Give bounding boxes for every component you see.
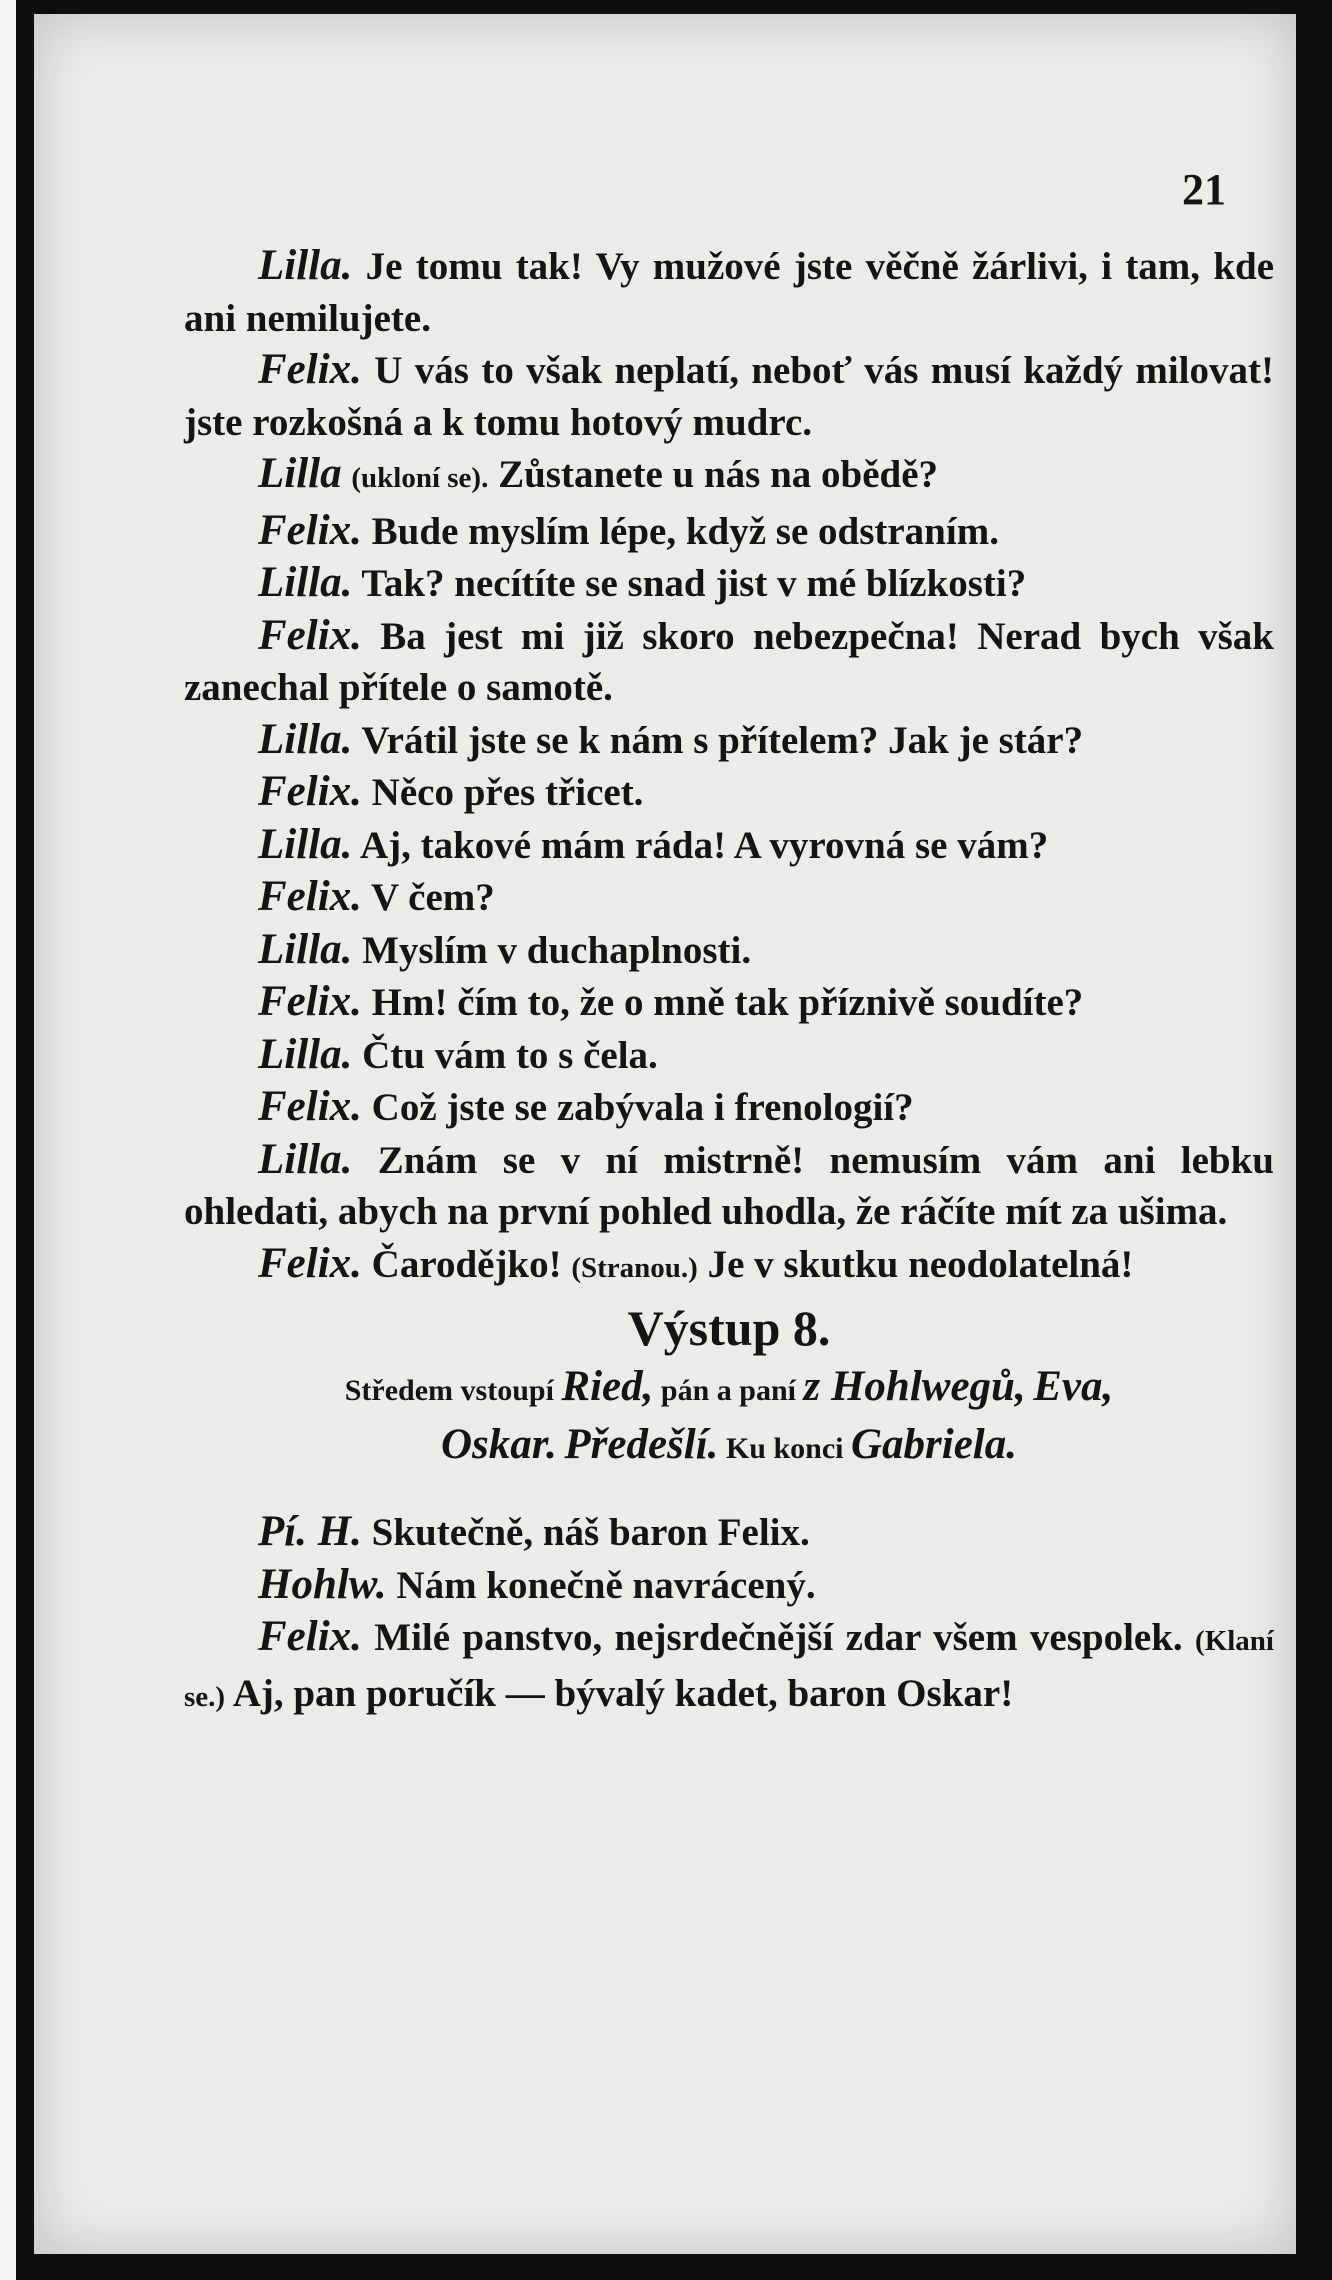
speaker-name: Lilla. xyxy=(258,559,353,606)
speaker-name: Felix. xyxy=(258,768,362,815)
stage-note: (Stranou.) xyxy=(571,1251,698,1284)
speaker-name: Lilla. xyxy=(258,1030,353,1078)
dialogue-paragraph xyxy=(184,1611,1274,1723)
dialogue-text: Což jste se zabývala i frenologií? xyxy=(371,1086,914,1129)
dialogue-text: Zůstanete u nás na obědě? xyxy=(498,453,939,496)
dialogue-paragraph xyxy=(184,240,1274,344)
speaker-name: Felix. xyxy=(258,873,362,920)
speaker-name: Felix. xyxy=(258,1613,362,1660)
speaker-name: Hohlw. xyxy=(258,1560,387,1608)
dialogue-paragraph xyxy=(184,557,1274,610)
character-name: z Hohlwegů, xyxy=(803,1363,1026,1410)
dialogue-paragraph xyxy=(184,766,1274,819)
speaker-name: Felix. xyxy=(258,346,362,393)
speaker-name: Felix. xyxy=(258,611,362,659)
dialogue-text: Bude myslím lépe, když se odstraním. xyxy=(371,509,999,553)
dialogue-paragraph xyxy=(184,505,1274,558)
dialogue-text: Aj, takové mám ráda! A vyrovná se vám? xyxy=(359,823,1049,867)
character-name: Eva, xyxy=(1033,1363,1114,1410)
character-name: Ried, xyxy=(561,1363,654,1410)
character-name: Předešlí. xyxy=(564,1421,719,1468)
dialogue-paragraph xyxy=(184,1238,1274,1295)
dialogue-paragraph xyxy=(184,1134,1274,1238)
speaker-name: Lilla. xyxy=(258,1135,353,1183)
dialogue-text: Znám se v ní mistrně! nemusím vám ani lebku ohledati, abych na první pohled uhodla, že ráčíte mít za ušima. xyxy=(184,1138,1274,1233)
speaker-name: Lilla. xyxy=(258,925,353,973)
dialogue-paragraph xyxy=(184,610,1274,714)
speaker-name: Lilla. xyxy=(258,820,353,868)
dialogue-block-b xyxy=(184,1506,1274,1723)
dialogue-paragraph xyxy=(184,714,1274,767)
dialogue-text: Ba jest mi již skoro nebezpečna! Nerad bych však zanechal přítele o samotě. xyxy=(184,614,1275,709)
speaker-name: Lilla. xyxy=(258,242,353,289)
scene-heading: Výstup 8. xyxy=(627,1300,831,1356)
stage-text: Středem vstoupí xyxy=(344,1374,554,1407)
dialogue-text: U vás to však neplatí, neboť vás musí každý milovat! jste rozkošná a k tomu hotový mudrc. xyxy=(184,349,1274,444)
dialogue-block-a xyxy=(184,240,1274,1294)
dialogue-paragraph xyxy=(184,871,1274,924)
dialogue-text: Čtu vám to s čela. xyxy=(362,1033,658,1077)
speaker-name: Felix. xyxy=(258,978,362,1025)
dialogue-paragraph xyxy=(184,1029,1274,1082)
stage-direction xyxy=(184,1360,1274,1476)
dialogue-text: Nám konečně navrácený. xyxy=(396,1563,816,1607)
dialogue-paragraph xyxy=(184,924,1274,977)
stage-text: pán a paní xyxy=(660,1374,796,1407)
dialogue-text: Tak? necítíte se snad jist v mé blízkosti? xyxy=(361,562,1027,605)
dialogue-paragraph xyxy=(184,819,1274,872)
speaker-name: Felix. xyxy=(258,506,362,554)
dialogue-paragraph xyxy=(184,344,1274,448)
page-text xyxy=(184,240,1274,1723)
dialogue-text: Vrátil jste se k nám s přítelem? Jak je stár? xyxy=(361,718,1084,762)
page-edge xyxy=(0,0,16,2280)
speaker-name: Pí. H. xyxy=(258,1508,362,1555)
dialogue-text: Skutečně, náš baron Felix. xyxy=(371,1511,810,1554)
speaker-name: Lilla. xyxy=(258,715,353,763)
dialogue-paragraph xyxy=(184,1559,1274,1612)
dialogue-text: Je v skutku neodolatelná! xyxy=(707,1242,1134,1286)
book-page xyxy=(34,14,1296,2254)
stage-note: (ukloní se). xyxy=(351,462,489,494)
dialogue-paragraph xyxy=(184,1081,1274,1134)
dialogue-paragraph xyxy=(184,976,1274,1029)
dialogue-text: Aj, pan poručík — bývalý kadet, baron Oskar! xyxy=(232,1671,1014,1715)
dialogue-text: Je tomu tak! Vy mužové jste věčně žárlivi, i tam, kde ani nemilujete. xyxy=(184,245,1275,340)
dialogue-text: V čem? xyxy=(370,876,495,919)
dialogue-paragraph xyxy=(184,448,1274,505)
dialogue-text: Hm! čím to, že o mně tak příznivě soudíte? xyxy=(371,981,1084,1024)
dialogue-text: Milé panstvo, nejsrdečnější zdar všem vespolek. xyxy=(374,1616,1183,1659)
speaker-name: Felix. xyxy=(258,1239,362,1287)
dialogue-text: Čarodějko! xyxy=(371,1242,562,1286)
dialogue-paragraph xyxy=(184,1506,1274,1559)
speaker-name: Lilla xyxy=(258,450,342,497)
dialogue-text: Myslím v duchaplnosti. xyxy=(362,928,752,972)
stage-text: Ku konci xyxy=(725,1432,844,1465)
stage-note: (Klaní se.) xyxy=(184,1625,1274,1713)
character-name: Gabriela. xyxy=(850,1421,1018,1468)
speaker-name: Felix. xyxy=(258,1083,362,1130)
character-name: Oskar. xyxy=(440,1421,557,1468)
page-number: 21 xyxy=(1182,165,1226,214)
dialogue-text: Něco přes třicet. xyxy=(371,771,644,814)
